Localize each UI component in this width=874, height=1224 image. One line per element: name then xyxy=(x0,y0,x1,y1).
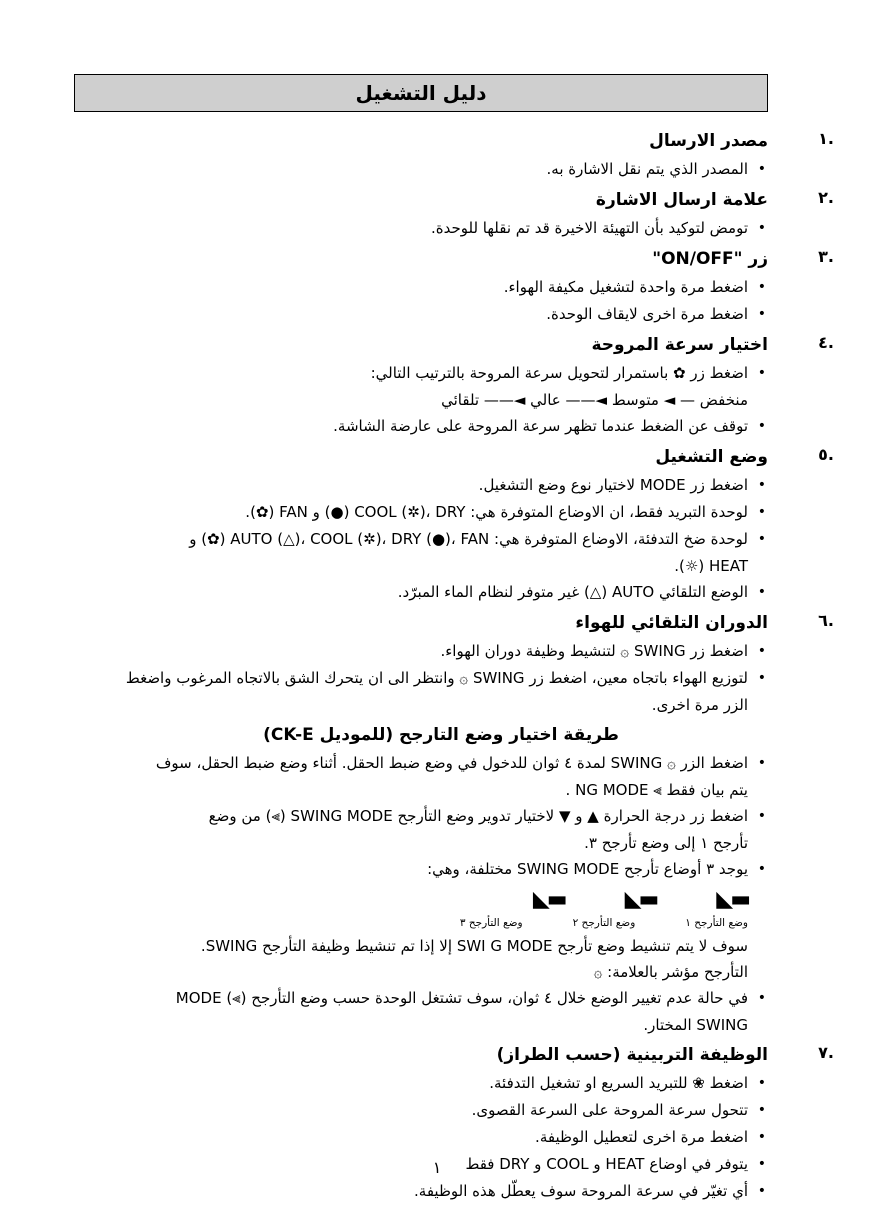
continuation-line: الزر مرة اخرى. xyxy=(651,696,748,714)
section-heading: وضع التشغيل xyxy=(655,447,768,467)
section-number: .٣ xyxy=(818,247,834,266)
section-number: .٦ xyxy=(818,611,834,630)
swing-mode-label: وضع التأرجح ١ xyxy=(685,917,748,929)
section-1 xyxy=(74,126,834,183)
bullet-line: • اضغط مرة واحدة لتشغيل مكيفة الهواء. xyxy=(74,274,768,301)
bullet-line: • اضغط زر ✿ باستمرار لتحويل سرعة المروحة بالترتيب التالي: xyxy=(74,360,768,387)
section-6 xyxy=(74,608,834,718)
bullet-line: • اضغط مرة اخرى لتعطيل الوظيفة. xyxy=(74,1124,768,1151)
section-number: .١ xyxy=(818,129,834,148)
swing-labels-row xyxy=(74,913,768,933)
section-number: .٧ xyxy=(818,1043,834,1062)
swing-mode-2-icon: ▬◣ xyxy=(624,887,657,912)
section-number: .٥ xyxy=(818,445,834,464)
section-4 xyxy=(74,330,834,440)
bullet-line: • اضغط زر MODE لاختيار نوع وضع التشغيل. xyxy=(74,472,768,499)
swing-icons-row xyxy=(74,887,768,913)
section-number: .٤ xyxy=(818,333,834,352)
bullet-line: • اضغط ❀ للتبريد السريع او تشغيل التدفئة. xyxy=(74,1070,768,1097)
page-title: دليل التشغيل xyxy=(74,74,768,112)
section-heading: طريقة اختيار وضع التارجح (للموديل CK-E) xyxy=(263,725,619,745)
fan-speed-sequence: منخفض — ◄ متوسط ◄—— عالي ◄—— تلقائي xyxy=(441,391,748,409)
section-3 xyxy=(74,244,834,328)
section-heading: الدوران التلقائي للهواء xyxy=(575,613,768,633)
bullet-line: • لوحدة ضخ التدفئة، الاوضاع المتوفرة هي: AUTO (△)، COOL (✲)، DRY (●)، FAN (✿) و xyxy=(74,526,768,553)
continuation-line: سوف لا يتم تنشيط وضع تأرجح SWI G MODE إلا إذا تم تنشيط وظيفة التأرجح SWING. xyxy=(200,937,748,955)
section-heading: مصدر الارسال xyxy=(649,131,768,151)
continuation-line: يتم بيان فقط ⫸ NG MODE . xyxy=(565,781,748,799)
section-heading: علامة ارسال الاشارة xyxy=(595,190,768,210)
bullet-line: • أي تغيّر في سرعة المروحة سوف يعطّل هذه الوظيفة. xyxy=(74,1178,768,1205)
swing-mode-3-icon: ▬◣ xyxy=(532,887,565,912)
section-number: .٢ xyxy=(818,188,834,207)
section-7 xyxy=(74,1040,834,1205)
continuation-line: SWING المختار. xyxy=(643,1016,748,1034)
continuation-line: تأرجح ١ إلى وضع تأرجح ٣. xyxy=(584,834,748,852)
page-number: ١ xyxy=(432,1158,442,1177)
section-heading: اختيار سرعة المروحة xyxy=(591,335,768,355)
bullet-line: • تومض لتوكيد بأن التهيئة الاخيرة قد تم نقلها للوحدة. xyxy=(74,215,768,242)
bullet-line: • اضغط زر SWING ۞ لتنشيط وظيفة دوران الهواء. xyxy=(74,638,768,665)
continuation-line: التأرجح مؤشر بالعلامة: ۞ xyxy=(593,963,748,981)
swing-mode-section xyxy=(74,720,768,1038)
continuation-line: HEAT (☼). xyxy=(674,557,748,575)
bullet-line: • يوجد ٣ أوضاع تأرجح SWING MODE مختلفة، وهي: xyxy=(74,856,768,883)
swing-mode-1-icon: ▬◣ xyxy=(716,887,748,912)
content xyxy=(74,124,834,1205)
section-2 xyxy=(74,185,834,242)
bullet-line: • تتحول سرعة المروحة على السرعة القصوى. xyxy=(74,1097,768,1124)
section-5 xyxy=(74,442,834,606)
bullet-line: • اضغط زر درجة الحرارة ▲ و ▼ لاختيار تدوير وضع التأرجح SWING MODE (⫸) من وضع xyxy=(74,803,768,830)
bullet-line: • لتوزيع الهواء باتجاه معين، اضغط زر SWING ۞ وانتظر الى ان يتحرك الشق بالاتجاه المرغوب واضغط xyxy=(74,665,768,692)
section-heading: الوظيفة التربينية (حسب الطراز) xyxy=(496,1045,768,1065)
bullet-line: • يتوفر في اوضاع HEAT و COOL و DRY فقط xyxy=(74,1151,768,1178)
bullet-line: • في حالة عدم تغيير الوضع خلال ٤ ثوان، سوف تشتغل الوحدة حسب وضع التأرجح (⫸) MODE xyxy=(74,985,768,1012)
bullet-line: • اضغط الزر ۞ SWING لمدة ٤ ثوان للدخول في وضع ضبط الحقل. أثناء وضع ضبط الحقل، سوف xyxy=(74,750,768,777)
bullet-line: • اضغط مرة اخرى لايقاف الوحدة. xyxy=(74,301,768,328)
bullet-line: • توقف عن الضغط عندما تظهر سرعة المروحة على عارضة الشاشة. xyxy=(74,413,768,440)
swing-mode-label: وضع التأرجح ٢ xyxy=(572,917,636,929)
section-heading: زر "ON/OFF" xyxy=(652,249,768,269)
bullet-line: • المصدر الذي يتم نقل الاشارة به. xyxy=(74,156,768,183)
swing-mode-label: وضع التأرجح ٣ xyxy=(459,917,523,929)
bullet-line: • لوحدة التبريد فقط، ان الاوضاع المتوفرة هي: COOL (✲)، DRY (●) و FAN (✿). xyxy=(74,499,768,526)
bullet-line: • الوضع التلقائي AUTO (△) غير متوفر لنظام الماء المبرّد. xyxy=(74,579,768,606)
